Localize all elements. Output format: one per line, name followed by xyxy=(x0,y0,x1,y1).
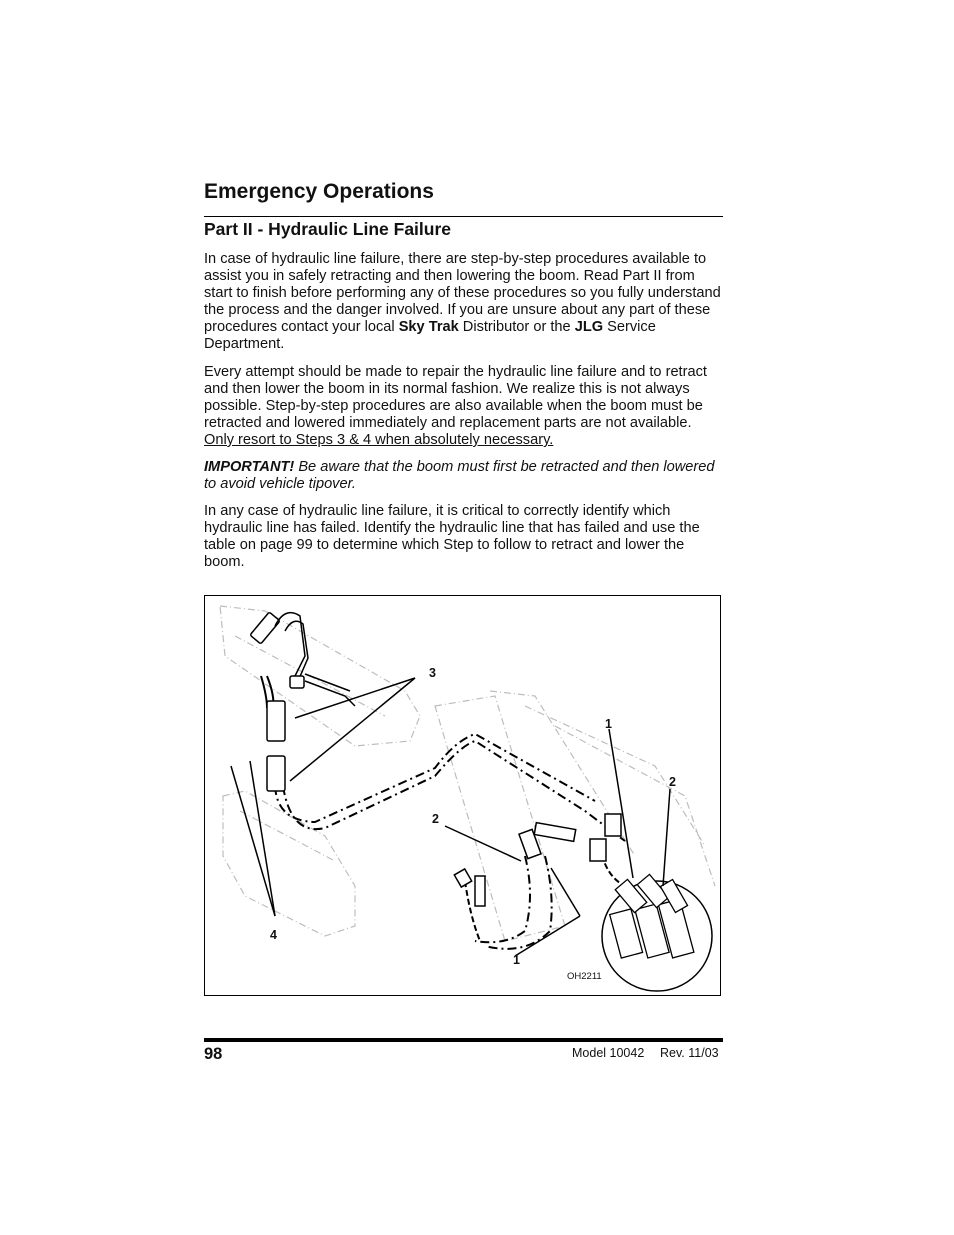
intro-text-b: Distributor or the xyxy=(458,319,575,335)
repair-text: Every attempt should be made to repair the hydraulic line failure and to retract and then lower the boom in its normal fashion. We realize this is not always possible. Step-by-step procedures are also available when the boom must be retracted and lowered immediately and replacement parts are not available. xyxy=(204,364,707,431)
page-number: 98 xyxy=(204,1045,223,1063)
footer-divider xyxy=(204,1038,723,1042)
callout-1-bottom: 1 xyxy=(513,953,520,967)
steps-warning-underlined: Only resort to Steps 3 & 4 when absolutely necessary. xyxy=(204,432,554,448)
section-subtitle: Part II - Hydraulic Line Failure xyxy=(204,219,452,239)
important-label: IMPORTANT! xyxy=(204,459,295,475)
hydraulic-lines-illustration xyxy=(205,596,722,997)
identify-paragraph: In any case of hydraulic line failure, it is critical to correctly identify which hydraulic line has failed. Identify the hydraulic line that has failed and use the table on page 99 to determine which Step to follow to retract and lower the boom. xyxy=(204,503,700,570)
footer-model: Model 10042 xyxy=(572,1046,645,1060)
important-note xyxy=(204,459,724,493)
repair-paragraph xyxy=(204,364,724,449)
callout-4: 4 xyxy=(270,928,277,942)
hydraulic-lines-figure xyxy=(204,595,721,996)
hydraulic-lines xyxy=(261,676,625,949)
figure-id: OH2211 xyxy=(567,971,602,982)
callout-3: 3 xyxy=(429,666,436,680)
hose-fittings xyxy=(250,612,621,906)
page-title: Emergency Operations xyxy=(204,180,434,203)
callout-2-middle: 2 xyxy=(432,812,439,826)
callout-2-right: 2 xyxy=(669,775,676,789)
brand-sky-trak: Sky Trak xyxy=(398,319,459,335)
footer-revision: Rev. 11/03 xyxy=(660,1046,719,1060)
intro-paragraph xyxy=(204,251,724,353)
intro-text-c: Service Department. xyxy=(204,319,656,352)
brand-jlg: JLG xyxy=(574,319,604,335)
intro-text-a: In case of hydraulic line failure, there are step-by-step procedures available to assist you in safely retracting and then lowering the boom. Read Part II from start to finish before performing any of these procedures so you fully understand the process and the danger involved. If you are unsure about any part of these procedures contact your local xyxy=(204,251,721,335)
important-text: Be aware that the boom must first be retracted and then lowered to avoid vehicle tipover. xyxy=(204,459,715,492)
callout-1-top: 1 xyxy=(605,717,612,731)
title-divider xyxy=(204,216,723,217)
